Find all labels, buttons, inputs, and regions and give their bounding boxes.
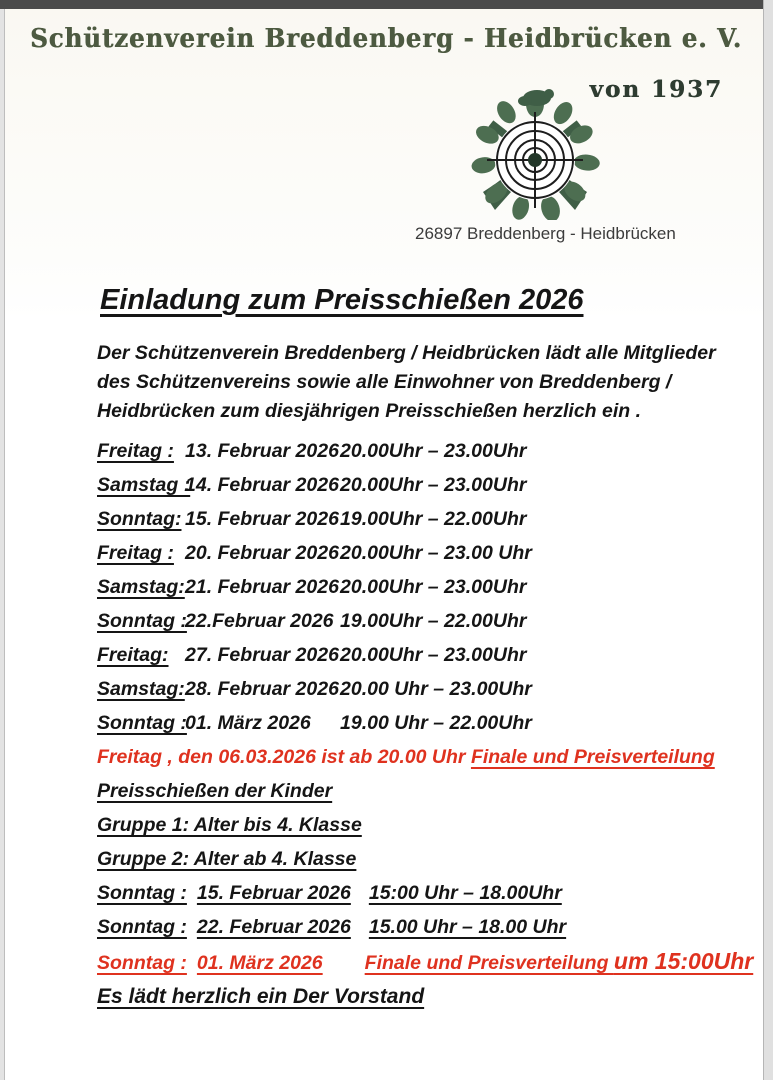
page-title: Einladung zum Preisschießen 2026	[100, 284, 584, 316]
day-label: Sonntag :	[97, 882, 187, 904]
date-label: 01. März 2026	[185, 712, 311, 734]
kids-group-1: Gruppe 1: Alter bis 4. Klasse	[97, 814, 362, 836]
day-label: Freitag :	[97, 440, 174, 462]
intro-paragraph	[97, 339, 737, 426]
kids-finale-underline	[97, 948, 754, 974]
day-label: Sonntag :	[97, 916, 187, 938]
time-label: 20.00Uhr – 23.00Uhr	[340, 576, 527, 598]
kids-row-underline	[97, 882, 562, 904]
date-label: 27. Februar 2026	[185, 644, 339, 666]
day-label: Sonntag:	[97, 508, 182, 530]
time-label: 20.00Uhr – 23.00Uhr	[340, 440, 527, 462]
day-label: Freitag:	[97, 644, 169, 666]
club-address: 26897 Breddenberg - Heidbrücken	[415, 224, 676, 243]
kids-schedule-row	[97, 916, 737, 938]
target-wreath-icon	[465, 88, 605, 220]
schedule-row	[97, 474, 737, 496]
time-label: 19.00 Uhr – 22.00Uhr	[340, 712, 532, 734]
kids-row-underline	[97, 916, 566, 938]
time-label: 20.00Uhr – 23.00Uhr	[340, 644, 527, 666]
date-label: 21. Februar 2026	[185, 576, 339, 598]
day-label: Sonntag :	[97, 610, 187, 632]
schedule-row	[97, 610, 737, 632]
closing-line: Es lädt herzlich ein Der Vorstand	[97, 985, 425, 1008]
adult-schedule	[97, 440, 737, 734]
scan-edge-top	[0, 0, 763, 9]
club-logo	[465, 88, 605, 220]
day-label: Sonntag :	[97, 712, 187, 734]
time-label: 19.00Uhr – 22.00Uhr	[340, 508, 527, 530]
schedule-row	[97, 712, 737, 734]
date-label: 15. Februar 2026	[196, 882, 351, 904]
kids-schedule-row	[97, 882, 737, 904]
finale-underlined: Finale und Preisverteilung	[470, 746, 715, 768]
intro-line-2: des Schützenvereins sowie alle Einwohner von Breddenberg /	[97, 371, 672, 393]
finale-time: um 15:00Uhr	[613, 948, 754, 974]
document-body	[97, 283, 754, 1020]
time-label: 15.00 Uhr – 18.00 Uhr	[368, 916, 567, 938]
day-label: Sonntag :	[97, 952, 187, 974]
day-label: Samstag:	[97, 576, 185, 598]
scan-edge-right	[763, 0, 773, 1080]
date-label: 22. Februar 2026	[196, 916, 351, 938]
date-label: 15. Februar 2026	[185, 508, 339, 530]
time-label: 20.00Uhr – 23.00Uhr	[340, 474, 527, 496]
finale-adults-line	[97, 746, 737, 768]
day-label: Samstag :	[97, 474, 191, 496]
schedule-row	[97, 576, 737, 598]
founded-year: von 1937	[589, 76, 723, 103]
finale-prefix: Freitag , den 06.03.2026 ist ab 20.00 Uhr	[97, 746, 471, 768]
schedule-row	[97, 508, 737, 530]
time-label: 15:00 Uhr – 18.00Uhr	[368, 882, 562, 904]
finale-label: Finale und Preisverteilung	[364, 952, 614, 974]
schedule-row	[97, 542, 737, 564]
date-label: 28. Februar 2026	[185, 678, 339, 700]
day-label: Freitag :	[97, 542, 174, 564]
day-label: Samstag:	[97, 678, 185, 700]
intro-line-1: Der Schützenverein Breddenberg / Heidbrücken lädt alle Mitglieder	[97, 342, 716, 364]
date-label: 20. Februar 2026	[185, 542, 339, 564]
date-label: 14. Februar 2026	[185, 474, 339, 496]
club-name: Schützenverein Breddenberg - Heidbrücken e. V.	[30, 24, 743, 54]
date-label: 22.Februar 2026	[185, 610, 334, 632]
kids-group-2: Gruppe 2: Alter ab 4. Klasse	[97, 848, 357, 870]
schedule-row	[97, 440, 737, 462]
date-label: 01. März 2026	[196, 952, 323, 974]
kids-section-heading: Preisschießen der Kinder	[97, 780, 333, 802]
time-label: 19.00Uhr – 22.00Uhr	[340, 610, 527, 632]
kids-finale-line	[97, 948, 754, 974]
time-label: 20.00 Uhr – 23.00Uhr	[340, 678, 532, 700]
date-label: 13. Februar 2026	[185, 440, 339, 462]
schedule-row	[97, 644, 737, 666]
intro-line-3: Heidbrücken zum diesjährigen Preisschießen herzlich ein .	[97, 400, 642, 422]
time-label: 20.00Uhr – 23.00 Uhr	[340, 542, 532, 564]
scan-edge-left	[0, 9, 5, 1080]
schedule-row	[97, 678, 737, 700]
